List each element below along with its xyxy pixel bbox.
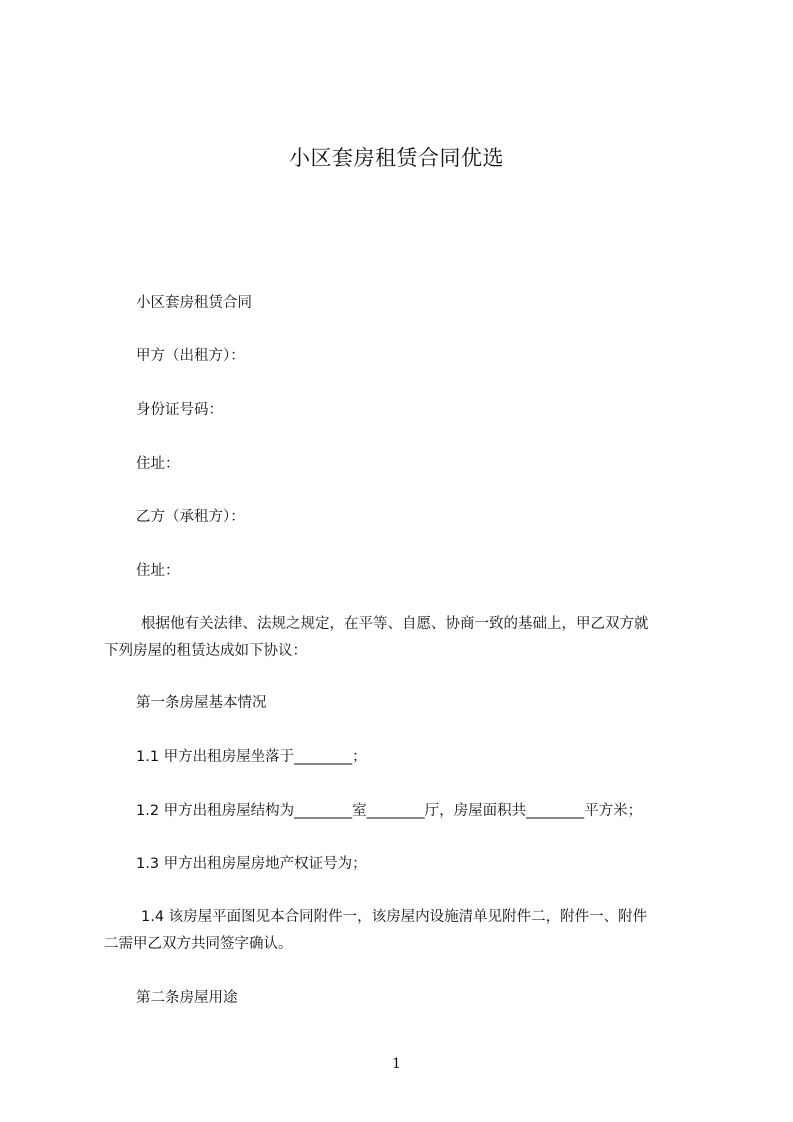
- preamble-line-1: 根据他有关法律、法规之规定，在平等、自愿、协商一致的基础上，甲乙双方就: [141, 616, 649, 632]
- clause-1-4-line-2: 二需甲乙双方共同签字确认。: [104, 936, 293, 952]
- party-b-line: 乙方（承租方）：: [136, 509, 245, 525]
- party-a-line: 甲方（出租方）：: [136, 348, 245, 364]
- clause-1-2: 1.2 甲方出租房屋结构为________室________厅，房屋面积共________平方米；: [136, 803, 643, 819]
- page-number: 1: [392, 1056, 401, 1072]
- contract-heading: 小区套房租赁合同: [136, 295, 252, 311]
- address-b-line: 住址：: [136, 563, 180, 579]
- address-a-line: 住址：: [136, 456, 180, 472]
- clause-1-4-line-1: 1.4 该房屋平面图见本合同附件一，该房屋内设施清单见附件二，附件一、附件: [141, 909, 648, 925]
- article-1-heading: 第一条房屋基本情况: [136, 695, 267, 711]
- article-2-heading: 第二条房屋用途: [136, 990, 238, 1006]
- clause-1-1: 1.1 甲方出租房屋坐落于________；: [136, 749, 367, 765]
- id-number-line: 身份证号码：: [136, 402, 223, 418]
- clause-1-3: 1.3 甲方出租房屋房地产权证号为；: [136, 856, 367, 872]
- preamble-line-2: 下列房屋的租赁达成如下协议：: [104, 643, 307, 659]
- document-title: 小区套房租赁合同优选: [289, 146, 504, 170]
